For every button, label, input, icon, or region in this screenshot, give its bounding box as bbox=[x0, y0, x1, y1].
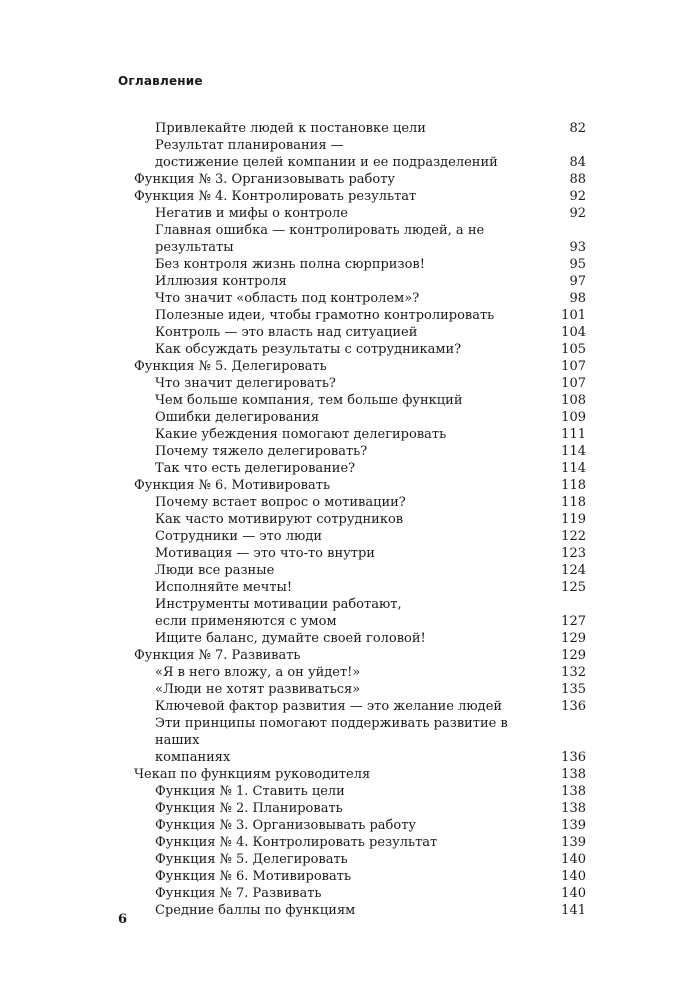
toc-entry bbox=[134, 375, 586, 392]
toc-entry bbox=[134, 766, 586, 783]
toc-entry-title: «Я в него вложу, а он уйдет!» bbox=[155, 665, 361, 680]
toc-entry-title: Привлекайте людей к постановке цели bbox=[155, 121, 426, 136]
toc-entry bbox=[134, 647, 586, 664]
toc-entry-page: 135 bbox=[561, 682, 586, 697]
toc-entry-page: 97 bbox=[569, 274, 586, 289]
toc-entry-page: 92 bbox=[569, 189, 586, 204]
toc-entry-page: 93 bbox=[569, 240, 586, 255]
toc-entry bbox=[134, 120, 586, 137]
toc-entry-title: Ищите баланс, думайте своей головой! bbox=[155, 631, 426, 646]
toc-entry-title: Как обсуждать результаты с сотрудниками? bbox=[155, 342, 462, 357]
toc-entry-page: 105 bbox=[561, 342, 586, 357]
toc-entry-page: 84 bbox=[569, 155, 586, 170]
toc-entry-page: 129 bbox=[561, 648, 586, 663]
toc-entry-title: Что значит делегировать? bbox=[155, 376, 336, 391]
toc-entry bbox=[134, 715, 586, 766]
toc-entry-title: «Люди не хотят развиваться» bbox=[155, 682, 361, 697]
toc-entry-page: 107 bbox=[561, 359, 586, 374]
toc-entry-page: 98 bbox=[569, 291, 586, 306]
toc-entry-page: 129 bbox=[561, 631, 586, 646]
toc-entry bbox=[134, 205, 586, 222]
table-of-contents bbox=[134, 120, 586, 919]
toc-entry-title: Почему встает вопрос о мотивации? bbox=[155, 495, 406, 510]
toc-entry-page: 132 bbox=[561, 665, 586, 680]
toc-entry-page: 124 bbox=[561, 563, 586, 578]
toc-entry-page: 140 bbox=[561, 852, 586, 867]
toc-entry-page: 139 bbox=[561, 818, 586, 833]
toc-entry-title: Функция № 6. Мотивировать bbox=[134, 478, 331, 493]
toc-entry bbox=[134, 137, 586, 171]
toc-entry-title: Функция № 4. Контролировать результат bbox=[155, 835, 438, 850]
toc-entry bbox=[134, 511, 586, 528]
toc-entry-page: 101 bbox=[561, 308, 586, 323]
toc-entry bbox=[134, 171, 586, 188]
toc-entry bbox=[134, 664, 586, 681]
toc-entry-title: Полезные идеи, чтобы грамотно контролировать bbox=[155, 308, 495, 323]
toc-entry-title: Что значит «область под контролем»? bbox=[155, 291, 420, 306]
toc-entry-title: Люди все разные bbox=[155, 563, 275, 578]
toc-entry-page: 125 bbox=[561, 580, 586, 595]
toc-entry bbox=[134, 324, 586, 341]
toc-entry-title: Функция № 5. Делегировать bbox=[134, 359, 327, 374]
toc-entry-title: Чем больше компания, тем больше функций bbox=[155, 393, 463, 408]
toc-entry-title: Почему тяжело делегировать? bbox=[155, 444, 368, 459]
toc-entry-page: 111 bbox=[561, 427, 586, 442]
toc-entry bbox=[134, 222, 586, 256]
toc-entry bbox=[134, 698, 586, 715]
toc-entry-page: 108 bbox=[561, 393, 586, 408]
toc-entry bbox=[134, 341, 586, 358]
toc-entry bbox=[134, 783, 586, 800]
toc-entry-page: 139 bbox=[561, 835, 586, 850]
page-number: 6 bbox=[118, 912, 128, 927]
toc-entry-page: 88 bbox=[569, 172, 586, 187]
toc-entry bbox=[134, 545, 586, 562]
toc-entry-title: Результат планирования — достижение целей компании и ее подразделений bbox=[155, 138, 498, 170]
toc-entry bbox=[134, 902, 586, 919]
toc-entry bbox=[134, 562, 586, 579]
toc-entry bbox=[134, 596, 586, 630]
toc-entry-title: Сотрудники — это люди bbox=[155, 529, 323, 544]
toc-entry-title: Средние баллы по функциям bbox=[155, 903, 356, 918]
toc-entry-page: 109 bbox=[561, 410, 586, 425]
toc-entry-page: 141 bbox=[561, 903, 586, 918]
toc-entry-title: Негатив и мифы о контроле bbox=[155, 206, 348, 221]
toc-entry-title: Функция № 2. Планировать bbox=[155, 801, 343, 816]
toc-entry-title: Функция № 3. Организовывать работу bbox=[134, 172, 396, 187]
toc-entry-page: 127 bbox=[561, 614, 586, 629]
toc-entry bbox=[134, 885, 586, 902]
toc-entry-page: 138 bbox=[561, 801, 586, 816]
toc-entry-title: Функция № 5. Делегировать bbox=[155, 852, 348, 867]
toc-entry-title: Главная ошибка — контролировать людей, а не результаты bbox=[155, 223, 485, 255]
toc-entry bbox=[134, 188, 586, 205]
toc-entry bbox=[134, 256, 586, 273]
toc-entry bbox=[134, 800, 586, 817]
toc-entry bbox=[134, 494, 586, 511]
toc-entry-title: Эти принципы помогают поддерживать развитие в наших компаниях bbox=[155, 716, 508, 765]
toc-entry-page: 104 bbox=[561, 325, 586, 340]
toc-entry-page: 140 bbox=[561, 886, 586, 901]
toc-entry-page: 138 bbox=[561, 784, 586, 799]
toc-entry bbox=[134, 630, 586, 647]
toc-entry bbox=[134, 477, 586, 494]
toc-entry-page: 123 bbox=[561, 546, 586, 561]
toc-entry-title: Функция № 4. Контролировать результат bbox=[134, 189, 417, 204]
toc-entry bbox=[134, 817, 586, 834]
toc-entry bbox=[134, 358, 586, 375]
toc-entry-title: Функция № 3. Организовывать работу bbox=[155, 818, 417, 833]
toc-entry-title: Функция № 7. Развивать bbox=[155, 886, 322, 901]
toc-entry bbox=[134, 307, 586, 324]
toc-entry bbox=[134, 579, 586, 596]
toc-entry-title: Так что есть делегирование? bbox=[155, 461, 356, 476]
toc-entry-title: Мотивация — это что-то внутри bbox=[155, 546, 375, 561]
toc-entry-title: Иллюзия контроля bbox=[155, 274, 287, 289]
toc-entry-title: Инструменты мотивации работают, если применяются с умом bbox=[155, 597, 402, 629]
toc-entry bbox=[134, 290, 586, 307]
toc-entry-page: 95 bbox=[569, 257, 586, 272]
toc-entry-page: 118 bbox=[561, 478, 586, 493]
toc-entry-page: 118 bbox=[561, 495, 586, 510]
toc-entry-page: 82 bbox=[569, 121, 586, 136]
toc-entry bbox=[134, 851, 586, 868]
toc-entry-title: Чекап по функциям руководителя bbox=[134, 767, 371, 782]
toc-entry-title: Контроль — это власть над ситуацией bbox=[155, 325, 418, 340]
toc-entry-page: 114 bbox=[561, 444, 586, 459]
toc-entry bbox=[134, 868, 586, 885]
toc-entry bbox=[134, 443, 586, 460]
toc-entry bbox=[134, 460, 586, 477]
toc-entry bbox=[134, 392, 586, 409]
toc-entry bbox=[134, 834, 586, 851]
toc-entry-title: Ошибки делегирования bbox=[155, 410, 320, 425]
toc-entry-title: Исполняйте мечты! bbox=[155, 580, 293, 595]
toc-entry-title: Ключевой фактор развития — это желание людей bbox=[155, 699, 503, 714]
toc-entry-page: 119 bbox=[561, 512, 586, 527]
toc-entry bbox=[134, 681, 586, 698]
toc-entry-page: 122 bbox=[561, 529, 586, 544]
toc-entry bbox=[134, 528, 586, 545]
toc-entry-title: Какие убеждения помогают делегировать bbox=[155, 427, 447, 442]
toc-entry-title: Без контроля жизнь полна сюрпризов! bbox=[155, 257, 425, 272]
toc-entry-page: 114 bbox=[561, 461, 586, 476]
toc-entry-title: Функция № 6. Мотивировать bbox=[155, 869, 352, 884]
toc-entry-page: 136 bbox=[561, 699, 586, 714]
toc-entry bbox=[134, 273, 586, 290]
toc-entry-title: Как часто мотивируют сотрудников bbox=[155, 512, 404, 527]
toc-entry-page: 138 bbox=[561, 767, 586, 782]
toc-entry-page: 140 bbox=[561, 869, 586, 884]
toc-entry-title: Функция № 1. Ставить цели bbox=[155, 784, 345, 799]
toc-entry-page: 107 bbox=[561, 376, 586, 391]
toc-entry-page: 136 bbox=[561, 750, 586, 765]
toc-entry bbox=[134, 409, 586, 426]
running-header: Оглавление bbox=[118, 74, 203, 88]
toc-entry-page: 92 bbox=[569, 206, 586, 221]
toc-entry bbox=[134, 426, 586, 443]
toc-entry-title: Функция № 7. Развивать bbox=[134, 648, 301, 663]
